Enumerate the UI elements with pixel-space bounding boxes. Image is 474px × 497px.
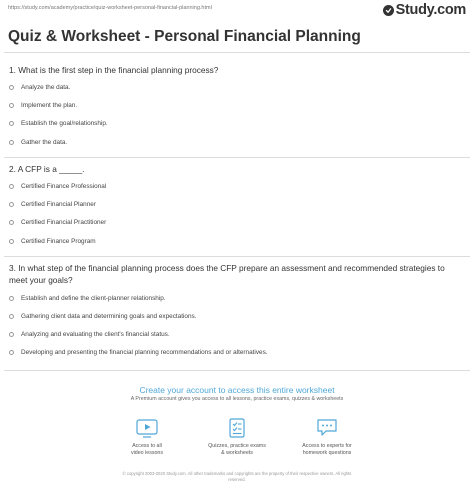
feature-text-line: Quizzes, practice exams <box>208 443 266 449</box>
question-2-option-a[interactable]: Certified Finance Professional <box>9 181 106 191</box>
radio-button[interactable] <box>9 296 14 301</box>
question-1-option-b[interactable]: Implement the plan. <box>9 100 77 110</box>
question-1: 1. What is the first step in the financial planning process? <box>9 65 219 75</box>
question-divider <box>4 370 470 371</box>
page-title: Quiz & Worksheet - Personal Financial Planning <box>8 28 361 45</box>
feature-experts <box>287 416 367 457</box>
question-2-option-b[interactable]: Certified Financial Planner <box>9 199 96 209</box>
logo-text: Study.com <box>395 2 466 18</box>
study-logo-icon <box>383 5 394 16</box>
video-play-icon <box>134 416 160 440</box>
top-bar <box>0 0 474 22</box>
question-3-option-a[interactable]: Establish and define the client-planner relationship. <box>9 293 166 303</box>
create-account-link[interactable]: Create your account to access this entire worksheet <box>139 385 335 395</box>
premium-description: A Premium account gives you access to all lessons, practice exams, quizzes & worksheets <box>130 396 344 402</box>
question-divider <box>4 256 470 257</box>
feature-text-line: homework questions <box>302 450 352 456</box>
feature-text-line: Access to experts for <box>302 443 352 449</box>
page-url: https://study.com/academy/practice/quiz-worksheet-personal-financial-planning.html <box>8 5 212 11</box>
feature-quizzes <box>197 416 277 457</box>
title-divider <box>4 52 470 53</box>
expert-chat-icon <box>314 416 340 440</box>
radio-button[interactable] <box>9 140 14 145</box>
radio-button[interactable] <box>9 350 14 355</box>
question-3-option-b[interactable]: Gathering client data and determining goals and expectations. <box>9 311 197 321</box>
quiz-checklist-icon <box>224 416 250 440</box>
radio-button[interactable] <box>9 220 14 225</box>
question-3: 3. In what step of the financial planning process does the CFP prepare an assessment and recommended strategies to meet your goals? <box>9 263 445 285</box>
question-3-option-d[interactable]: Developing and presenting the financial planning recommendations and or alternatives. <box>9 347 268 357</box>
question-1-option-d[interactable]: Gather the data. <box>9 137 67 147</box>
radio-button[interactable] <box>9 239 14 244</box>
radio-button[interactable] <box>9 202 14 207</box>
radio-button[interactable] <box>9 184 14 189</box>
feature-video-lessons <box>107 416 187 457</box>
question-1-option-a[interactable]: Analyze the data. <box>9 82 70 92</box>
feature-text-line: & worksheets <box>221 450 253 456</box>
feature-text-line: Access to all <box>132 443 162 449</box>
question-1-option-c[interactable]: Establish the goal/relationship. <box>9 118 108 128</box>
question-2: 2. A CFP is a _____. <box>9 164 85 174</box>
question-2-option-d[interactable]: Certified Finance Program <box>9 236 96 246</box>
copyright-line: reserved. <box>228 477 246 482</box>
radio-button[interactable] <box>9 121 14 126</box>
radio-button[interactable] <box>9 103 14 108</box>
radio-button[interactable] <box>9 314 14 319</box>
question-2-option-c[interactable]: Certified Financial Practitioner <box>9 217 106 227</box>
feature-text-line: video lessons <box>130 450 164 456</box>
radio-button[interactable] <box>9 332 14 337</box>
study-logo[interactable] <box>383 2 466 18</box>
copyright-footer <box>60 471 414 483</box>
copyright-line: © copyright 2003-2020 Study.com. All other trademarks and copyrights are the property of their respective owners. All rights <box>122 471 352 476</box>
question-3-option-c[interactable]: Analyzing and evaluating the client's financial status. <box>9 329 170 339</box>
question-divider <box>4 157 470 158</box>
radio-button[interactable] <box>9 85 14 90</box>
